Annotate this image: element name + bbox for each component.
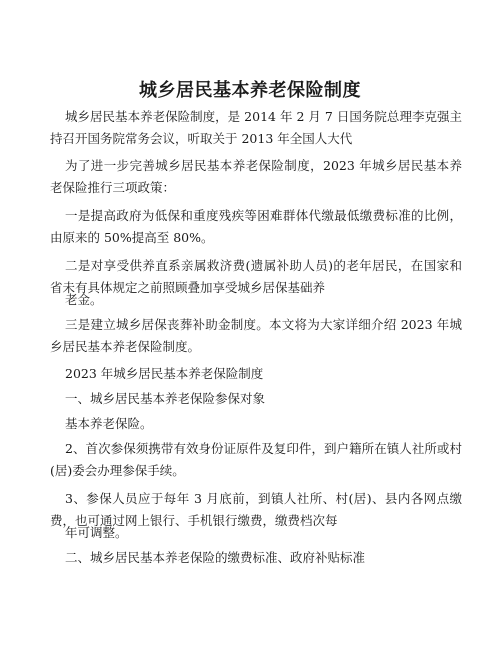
section-heading: 2023 年城乡居民基本养老保险制度 — [65, 366, 264, 381]
paragraph-policy-one: 一是提高政府为低保和重度残疾等困难群体代缴最低缴费标准的比例，由原来的 50%提高至 80%。 — [50, 208, 462, 245]
subsection-heading-two: 二、城乡居民基本养老保险的缴费标准、政府补贴标准 — [65, 550, 366, 565]
paragraph-basic-insurance: 基本养老保险。 — [65, 416, 153, 431]
paragraph-enrollment-step-three: 3、参保人员应于每年 3 月底前，到镇人社所、村(居)、县内各网点缴费，也可通过网上银行、手机银行缴费，缴费档次每 — [50, 491, 462, 528]
paragraph-enrollment-step-two: 2、首次参保须携带有效身份证原件及复印件，到户籍所在镇人社所或村(居)委会办理参保手续。 — [50, 441, 462, 478]
paragraph-enrollment-step-three-continued: 年可调整。 — [65, 525, 128, 540]
document-title: 城乡居民基本养老保险制度 — [139, 80, 361, 101]
paragraph-policy-three: 三是建立城乡居保丧葬补助金制度。本文将为大家详细介绍 2023 年城乡居民基本养老保险制度。 — [50, 317, 462, 354]
paragraph-policy-intro: 为了进一步完善城乡居民基本养老保险制度，2023 年城乡居民基本养老保险推行三项政策： — [50, 158, 462, 195]
paragraph-policy-two: 二是对享受供养直系亲属救济费(遗属补助人员)的老年居民，在国家和省未有具体规定之前照顾叠加享受城乡居保基础养 — [50, 258, 462, 295]
paragraph-intro: 城乡居民基本养老保险制度，是 2014 年 2 月 7 日国务院总理李克强主持召开国务院常务会议，听取关于 2013 年全国人大代 — [50, 109, 462, 146]
paragraph-policy-two-continued: 老金。 — [65, 292, 103, 307]
subsection-heading-one: 一、城乡居民基本养老保险参保对象 — [65, 391, 266, 406]
